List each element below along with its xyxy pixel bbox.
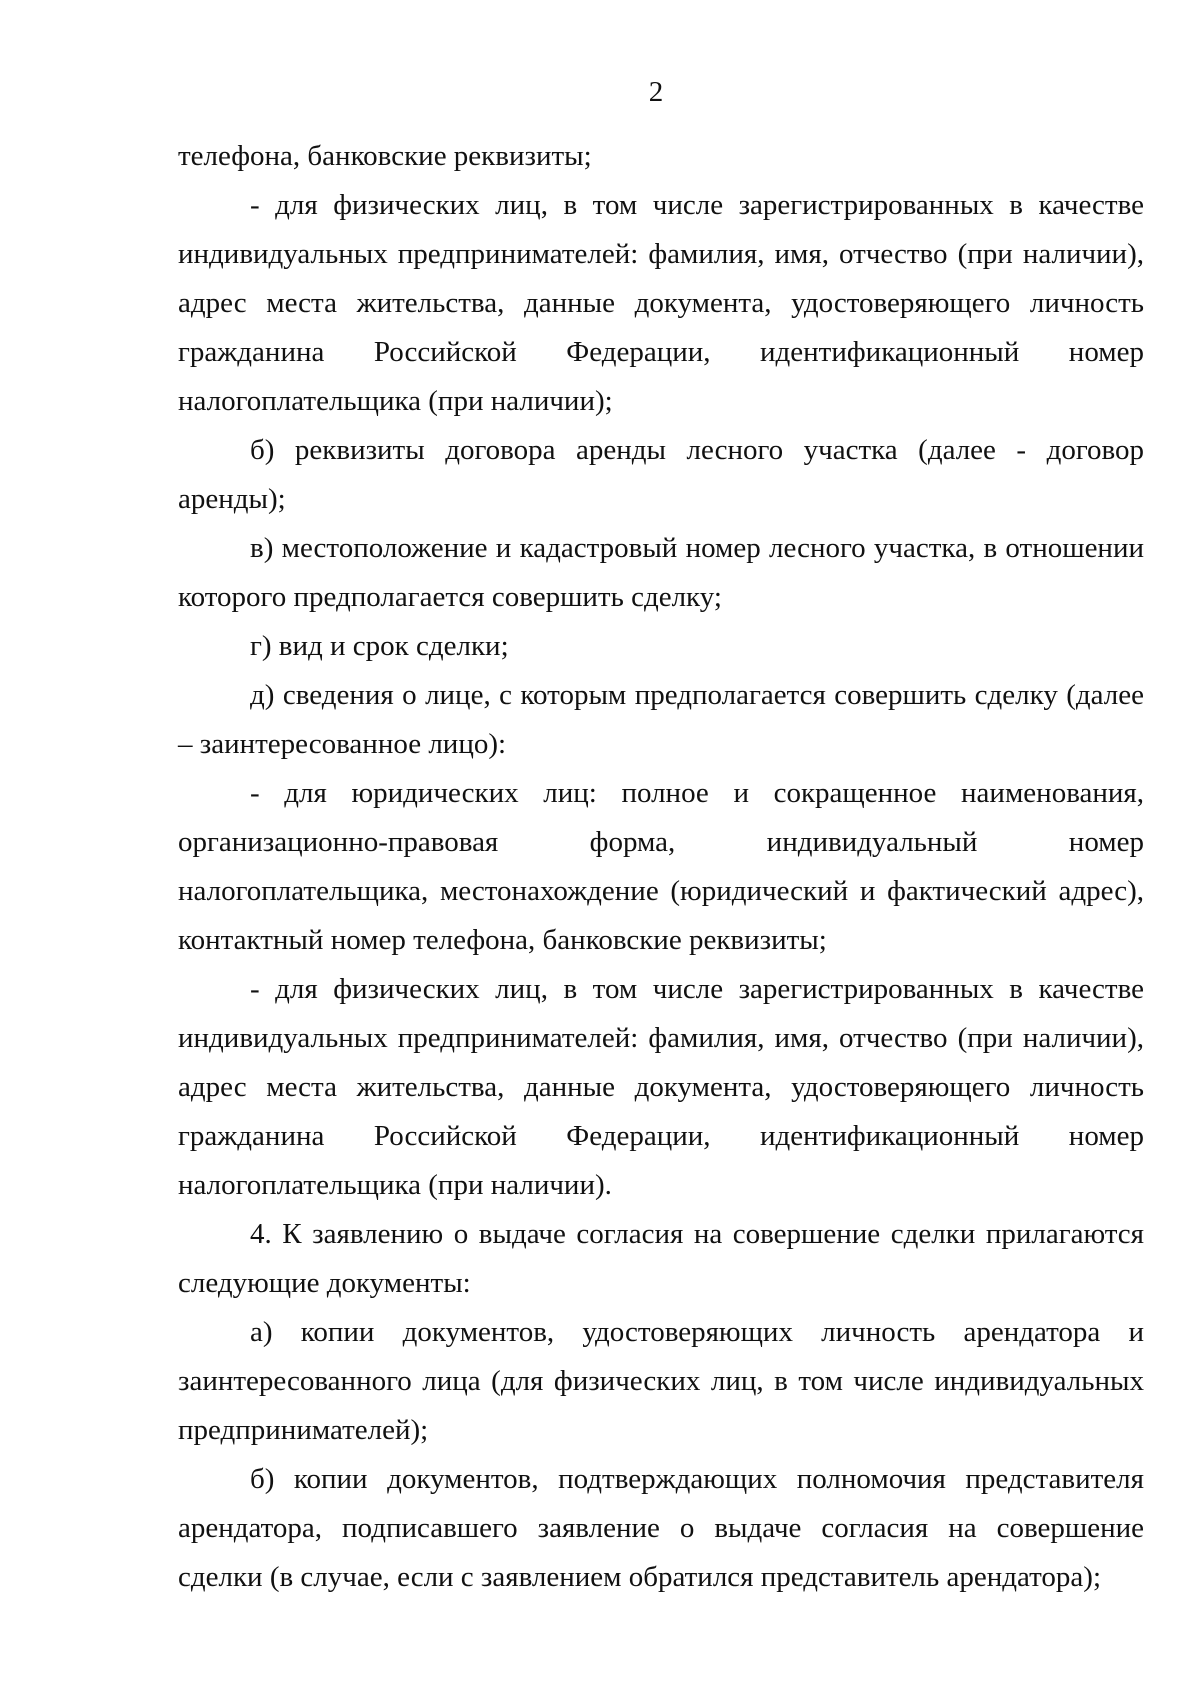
paragraph-section-4: 4. К заявлению о выдаче согласия на совершение сделки прилагаются следующие документы: [178,1218,1144,1299]
paragraph-continuation: телефона, банковские реквизиты; [178,140,592,172]
paragraph-item-b-authority-copies: б) копии документов, подтверждающих полномочия представителя арендатора, подписавшего заявление о выдаче согласия на совершение сделки (в случае, если с заявлением обратился представитель арендатора); [178,1463,1144,1593]
paragraph-individuals-applicant: - для физических лиц, в том числе зарегистрированных в качестве индивидуальных предпринимателей: фамилия, имя, отчество (при наличии), адрес места жительства, данные документа, удостоверяющего личность гражданина Российской Федерации, идентификационный номер налогоплательщика (при наличии); [178,189,1144,417]
paragraph-item-a-identity-copies: а) копии документов, удостоверяющих личность арендатора и заинтересованного лица (для физических лиц, в том числе индивидуальных предпринимателей); [178,1316,1144,1446]
paragraph-item-d-interested-party: д) сведения о лице, с которым предполагается совершить сделку (далее – заинтересованное лицо): [178,679,1144,760]
paragraph-item-v-location: в) местоположение и кадастровый номер лесного участка, в отношении которого предполагается совершить сделку; [178,532,1144,613]
paragraph-individuals-interested: - для физических лиц, в том числе зарегистрированных в качестве индивидуальных предпринимателей: фамилия, имя, отчество (при наличии), адрес места жительства, данные документа, удостоверяющего личность гражданина Российской Федерации, идентификационный номер налогоплательщика (при наличии). [178,973,1144,1201]
page-number: 2 [648,76,664,108]
paragraph-legal-entities: - для юридических лиц: полное и сокращенное наименования, организационно-правовая форма, индивидуальный номер налогоплательщика, местонахождение (юридический и фактический адрес), контактный номер телефона, банковские реквизиты; [178,777,1144,956]
paragraph-item-g-type-term: г) вид и срок сделки; [250,630,509,662]
paragraph-item-b-lease-details: б) реквизиты договора аренды лесного участка (далее - договор аренды); [178,434,1144,515]
document-body [178,132,1144,1602]
